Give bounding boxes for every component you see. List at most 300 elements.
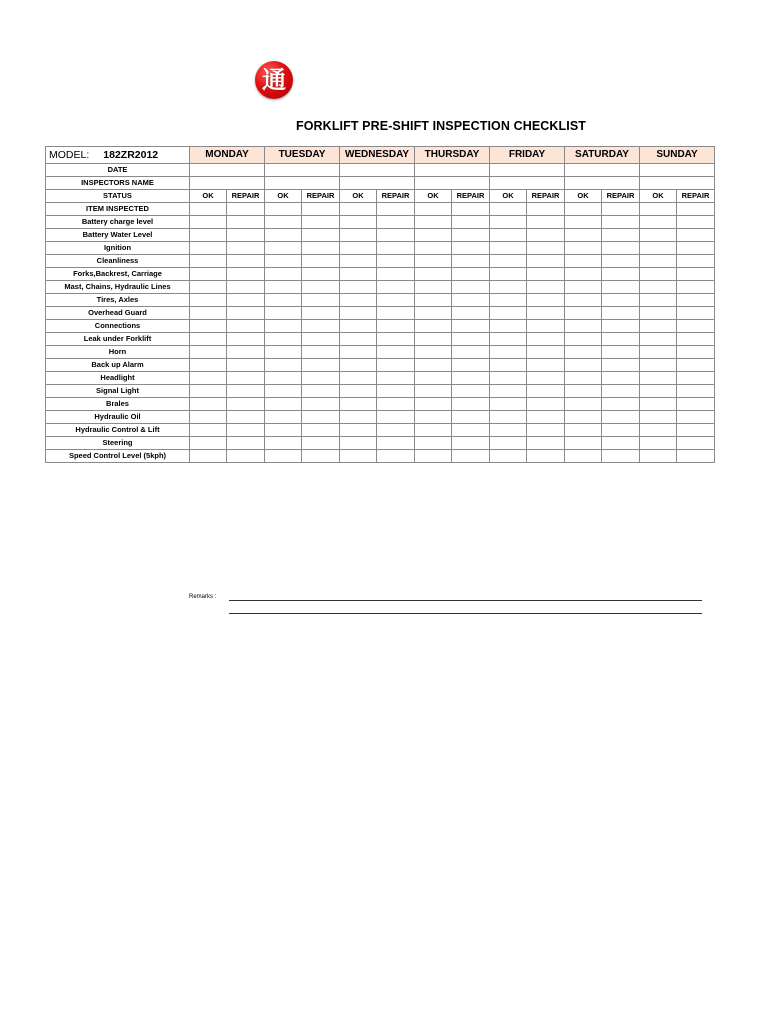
ok-check-cell[interactable]	[265, 203, 302, 216]
ok-check-cell[interactable]	[640, 437, 677, 450]
repair-check-cell[interactable]	[227, 320, 265, 333]
repair-check-cell[interactable]	[302, 333, 340, 346]
ok-check-cell[interactable]	[415, 424, 452, 437]
repair-check-cell[interactable]	[227, 372, 265, 385]
repair-check-cell[interactable]	[377, 203, 415, 216]
repair-check-cell[interactable]	[377, 398, 415, 411]
ok-check-cell[interactable]	[190, 268, 227, 281]
repair-check-cell[interactable]	[302, 385, 340, 398]
repair-check-cell[interactable]	[602, 229, 640, 242]
inspectors-name-cell[interactable]	[190, 177, 265, 190]
repair-check-cell[interactable]	[302, 398, 340, 411]
ok-check-cell[interactable]	[490, 320, 527, 333]
repair-check-cell[interactable]	[227, 307, 265, 320]
ok-check-cell[interactable]	[415, 216, 452, 229]
ok-check-cell[interactable]	[340, 333, 377, 346]
repair-check-cell[interactable]	[452, 437, 490, 450]
ok-check-cell[interactable]	[265, 346, 302, 359]
ok-check-cell[interactable]	[565, 437, 602, 450]
repair-check-cell[interactable]	[452, 294, 490, 307]
ok-check-cell[interactable]	[490, 281, 527, 294]
repair-check-cell[interactable]	[377, 385, 415, 398]
ok-check-cell[interactable]	[415, 398, 452, 411]
ok-check-cell[interactable]	[640, 398, 677, 411]
repair-check-cell[interactable]	[452, 424, 490, 437]
ok-check-cell[interactable]	[190, 229, 227, 242]
repair-check-cell[interactable]	[302, 216, 340, 229]
repair-check-cell[interactable]	[677, 372, 715, 385]
ok-check-cell[interactable]	[190, 424, 227, 437]
repair-check-cell[interactable]	[377, 411, 415, 424]
ok-check-cell[interactable]	[340, 268, 377, 281]
repair-check-cell[interactable]	[377, 229, 415, 242]
ok-check-cell[interactable]	[190, 411, 227, 424]
repair-check-cell[interactable]	[302, 320, 340, 333]
checklist-item-row	[46, 372, 715, 385]
status-ok-header: OK	[340, 190, 377, 203]
repair-check-cell[interactable]	[602, 372, 640, 385]
ok-check-cell[interactable]	[565, 398, 602, 411]
repair-check-cell[interactable]	[227, 229, 265, 242]
repair-check-cell[interactable]	[527, 320, 565, 333]
repair-check-cell[interactable]	[377, 424, 415, 437]
repair-check-cell[interactable]	[527, 450, 565, 463]
repair-check-cell[interactable]	[377, 281, 415, 294]
repair-check-cell[interactable]	[227, 294, 265, 307]
ok-check-cell[interactable]	[190, 307, 227, 320]
ok-check-cell[interactable]	[640, 372, 677, 385]
repair-check-cell[interactable]	[527, 255, 565, 268]
inspectors-name-cell[interactable]	[640, 177, 715, 190]
repair-check-cell[interactable]	[302, 411, 340, 424]
ok-check-cell[interactable]	[415, 203, 452, 216]
repair-check-cell[interactable]	[602, 203, 640, 216]
ok-check-cell[interactable]	[415, 268, 452, 281]
repair-check-cell[interactable]	[227, 424, 265, 437]
inspectors-name-cell[interactable]	[340, 177, 415, 190]
ok-check-cell[interactable]	[565, 372, 602, 385]
ok-check-cell[interactable]	[190, 242, 227, 255]
repair-check-cell[interactable]	[302, 372, 340, 385]
ok-check-cell[interactable]	[415, 281, 452, 294]
ok-check-cell[interactable]	[340, 294, 377, 307]
repair-check-cell[interactable]	[302, 307, 340, 320]
ok-check-cell[interactable]	[265, 294, 302, 307]
repair-check-cell[interactable]	[602, 359, 640, 372]
repair-check-cell[interactable]	[227, 437, 265, 450]
repair-check-cell[interactable]	[452, 281, 490, 294]
repair-check-cell[interactable]	[527, 411, 565, 424]
ok-check-cell[interactable]	[565, 268, 602, 281]
repair-check-cell[interactable]	[527, 424, 565, 437]
repair-check-cell[interactable]	[602, 216, 640, 229]
ok-check-cell[interactable]	[415, 411, 452, 424]
repair-check-cell[interactable]	[302, 294, 340, 307]
repair-check-cell[interactable]	[302, 242, 340, 255]
repair-check-cell[interactable]	[227, 359, 265, 372]
ok-check-cell[interactable]	[415, 320, 452, 333]
ok-check-cell[interactable]	[490, 203, 527, 216]
date-cell[interactable]	[265, 164, 340, 177]
ok-check-cell[interactable]	[190, 294, 227, 307]
ok-check-cell[interactable]	[340, 424, 377, 437]
repair-check-cell[interactable]	[452, 255, 490, 268]
ok-check-cell[interactable]	[415, 437, 452, 450]
ok-check-cell[interactable]	[640, 255, 677, 268]
ok-check-cell[interactable]	[265, 411, 302, 424]
inspectors-name-cell[interactable]	[490, 177, 565, 190]
date-cell[interactable]	[490, 164, 565, 177]
ok-check-cell[interactable]	[565, 294, 602, 307]
repair-check-cell[interactable]	[377, 242, 415, 255]
date-cell[interactable]	[640, 164, 715, 177]
repair-check-cell[interactable]	[602, 320, 640, 333]
ok-check-cell[interactable]	[265, 216, 302, 229]
ok-check-cell[interactable]	[490, 450, 527, 463]
ok-check-cell[interactable]	[340, 450, 377, 463]
repair-check-cell[interactable]	[677, 255, 715, 268]
repair-check-cell[interactable]	[227, 242, 265, 255]
ok-check-cell[interactable]	[565, 229, 602, 242]
ok-check-cell[interactable]	[415, 229, 452, 242]
ok-check-cell[interactable]	[190, 385, 227, 398]
ok-check-cell[interactable]	[490, 255, 527, 268]
repair-check-cell[interactable]	[452, 203, 490, 216]
ok-check-cell[interactable]	[265, 372, 302, 385]
repair-check-cell[interactable]	[302, 203, 340, 216]
ok-check-cell[interactable]	[415, 346, 452, 359]
ok-check-cell[interactable]	[265, 398, 302, 411]
repair-check-cell[interactable]	[452, 450, 490, 463]
ok-check-cell[interactable]	[490, 372, 527, 385]
ok-check-cell[interactable]	[565, 333, 602, 346]
repair-check-cell[interactable]	[677, 437, 715, 450]
ok-check-cell[interactable]	[640, 203, 677, 216]
ok-check-cell[interactable]	[565, 242, 602, 255]
inspectors-name-cell[interactable]	[265, 177, 340, 190]
repair-check-cell[interactable]	[677, 294, 715, 307]
ok-check-cell[interactable]	[265, 385, 302, 398]
ok-check-cell[interactable]	[415, 307, 452, 320]
repair-check-cell[interactable]	[677, 320, 715, 333]
repair-check-cell[interactable]	[602, 437, 640, 450]
repair-check-cell[interactable]	[377, 372, 415, 385]
ok-check-cell[interactable]	[265, 450, 302, 463]
ok-check-cell[interactable]	[640, 411, 677, 424]
ok-check-cell[interactable]	[640, 307, 677, 320]
repair-check-cell[interactable]	[602, 450, 640, 463]
ok-check-cell[interactable]	[415, 450, 452, 463]
repair-check-cell[interactable]	[677, 268, 715, 281]
ok-check-cell[interactable]	[640, 294, 677, 307]
ok-check-cell[interactable]	[190, 216, 227, 229]
repair-check-cell[interactable]	[527, 294, 565, 307]
repair-check-cell[interactable]	[677, 307, 715, 320]
repair-check-cell[interactable]	[602, 294, 640, 307]
repair-check-cell[interactable]	[302, 281, 340, 294]
ok-check-cell[interactable]	[265, 437, 302, 450]
ok-check-cell[interactable]	[340, 203, 377, 216]
ok-check-cell[interactable]	[265, 424, 302, 437]
repair-check-cell[interactable]	[302, 424, 340, 437]
repair-check-cell[interactable]	[377, 216, 415, 229]
repair-check-cell[interactable]	[377, 320, 415, 333]
ok-check-cell[interactable]	[565, 320, 602, 333]
ok-check-cell[interactable]	[640, 385, 677, 398]
repair-check-cell[interactable]	[677, 216, 715, 229]
repair-check-cell[interactable]	[677, 359, 715, 372]
ok-check-cell[interactable]	[265, 307, 302, 320]
repair-check-cell[interactable]	[677, 333, 715, 346]
ok-check-cell[interactable]	[565, 255, 602, 268]
repair-check-cell[interactable]	[677, 398, 715, 411]
ok-check-cell[interactable]	[640, 359, 677, 372]
ok-check-cell[interactable]	[190, 281, 227, 294]
ok-check-cell[interactable]	[190, 359, 227, 372]
repair-check-cell[interactable]	[452, 320, 490, 333]
repair-check-cell[interactable]	[452, 268, 490, 281]
repair-check-cell[interactable]	[677, 281, 715, 294]
repair-check-cell[interactable]	[527, 398, 565, 411]
ok-check-cell[interactable]	[190, 346, 227, 359]
ok-check-cell[interactable]	[565, 385, 602, 398]
repair-check-cell[interactable]	[227, 333, 265, 346]
repair-check-cell[interactable]	[452, 372, 490, 385]
ok-check-cell[interactable]	[640, 320, 677, 333]
repair-check-cell[interactable]	[302, 255, 340, 268]
remarks-line-1[interactable]	[229, 600, 702, 601]
repair-check-cell[interactable]	[302, 437, 340, 450]
inspectors-name-cell[interactable]	[415, 177, 490, 190]
repair-check-cell[interactable]	[527, 242, 565, 255]
repair-check-cell[interactable]	[602, 242, 640, 255]
repair-check-cell[interactable]	[452, 385, 490, 398]
repair-check-cell[interactable]	[452, 359, 490, 372]
ok-check-cell[interactable]	[190, 320, 227, 333]
ok-check-cell[interactable]	[565, 307, 602, 320]
repair-check-cell[interactable]	[377, 359, 415, 372]
ok-check-cell[interactable]	[265, 242, 302, 255]
ok-check-cell[interactable]	[340, 242, 377, 255]
repair-check-cell[interactable]	[677, 424, 715, 437]
ok-check-cell[interactable]	[490, 411, 527, 424]
ok-check-cell[interactable]	[190, 203, 227, 216]
repair-check-cell[interactable]	[227, 385, 265, 398]
repair-check-cell[interactable]	[527, 359, 565, 372]
repair-check-cell[interactable]	[227, 255, 265, 268]
inspectors-name-cell[interactable]	[565, 177, 640, 190]
repair-check-cell[interactable]	[227, 216, 265, 229]
ok-check-cell[interactable]	[340, 346, 377, 359]
ok-check-cell[interactable]	[415, 255, 452, 268]
repair-check-cell[interactable]	[527, 372, 565, 385]
ok-check-cell[interactable]	[640, 333, 677, 346]
ok-check-cell[interactable]	[490, 268, 527, 281]
repair-check-cell[interactable]	[227, 281, 265, 294]
ok-check-cell[interactable]	[265, 333, 302, 346]
repair-check-cell[interactable]	[527, 346, 565, 359]
ok-check-cell[interactable]	[565, 216, 602, 229]
repair-check-cell[interactable]	[452, 346, 490, 359]
ok-check-cell[interactable]	[565, 450, 602, 463]
repair-check-cell[interactable]	[677, 242, 715, 255]
date-cell[interactable]	[340, 164, 415, 177]
repair-check-cell[interactable]	[527, 229, 565, 242]
ok-check-cell[interactable]	[640, 229, 677, 242]
ok-check-cell[interactable]	[640, 242, 677, 255]
repair-check-cell[interactable]	[602, 281, 640, 294]
ok-check-cell[interactable]	[265, 359, 302, 372]
ok-check-cell[interactable]	[415, 372, 452, 385]
repair-check-cell[interactable]	[677, 411, 715, 424]
repair-check-cell[interactable]	[302, 268, 340, 281]
ok-check-cell[interactable]	[190, 333, 227, 346]
date-cell[interactable]	[190, 164, 265, 177]
ok-check-cell[interactable]	[490, 333, 527, 346]
ok-check-cell[interactable]	[565, 411, 602, 424]
repair-check-cell[interactable]	[377, 268, 415, 281]
repair-check-cell[interactable]	[227, 450, 265, 463]
ok-check-cell[interactable]	[490, 294, 527, 307]
repair-check-cell[interactable]	[452, 411, 490, 424]
ok-check-cell[interactable]	[565, 203, 602, 216]
repair-check-cell[interactable]	[677, 385, 715, 398]
ok-check-cell[interactable]	[490, 216, 527, 229]
repair-check-cell[interactable]	[677, 203, 715, 216]
day-header: THURSDAY	[415, 147, 490, 164]
repair-check-cell[interactable]	[377, 450, 415, 463]
repair-check-cell[interactable]	[452, 216, 490, 229]
ok-check-cell[interactable]	[415, 333, 452, 346]
ok-check-cell[interactable]	[340, 359, 377, 372]
ok-check-cell[interactable]	[565, 346, 602, 359]
ok-check-cell[interactable]	[490, 437, 527, 450]
ok-check-cell[interactable]	[190, 450, 227, 463]
repair-check-cell[interactable]	[602, 307, 640, 320]
ok-check-cell[interactable]	[190, 437, 227, 450]
ok-check-cell[interactable]	[265, 255, 302, 268]
repair-check-cell[interactable]	[377, 255, 415, 268]
ok-check-cell[interactable]	[265, 281, 302, 294]
repair-check-cell[interactable]	[527, 216, 565, 229]
repair-check-cell[interactable]	[602, 346, 640, 359]
repair-check-cell[interactable]	[677, 229, 715, 242]
inspectors-name-row	[46, 177, 715, 190]
repair-check-cell[interactable]	[227, 411, 265, 424]
remarks-line-2[interactable]	[229, 613, 702, 614]
repair-check-cell[interactable]	[677, 346, 715, 359]
repair-check-cell[interactable]	[527, 437, 565, 450]
repair-check-cell[interactable]	[302, 359, 340, 372]
repair-check-cell[interactable]	[452, 333, 490, 346]
ok-check-cell[interactable]	[490, 424, 527, 437]
repair-check-cell[interactable]	[452, 307, 490, 320]
ok-check-cell[interactable]	[190, 255, 227, 268]
repair-check-cell[interactable]	[227, 398, 265, 411]
ok-check-cell[interactable]	[490, 242, 527, 255]
ok-check-cell[interactable]	[340, 255, 377, 268]
repair-check-cell[interactable]	[602, 424, 640, 437]
ok-check-cell[interactable]	[415, 294, 452, 307]
ok-check-cell[interactable]	[640, 424, 677, 437]
ok-check-cell[interactable]	[265, 320, 302, 333]
repair-check-cell[interactable]	[377, 437, 415, 450]
ok-check-cell[interactable]	[190, 398, 227, 411]
ok-check-cell[interactable]	[640, 346, 677, 359]
repair-check-cell[interactable]	[377, 346, 415, 359]
repair-check-cell[interactable]	[227, 203, 265, 216]
ok-check-cell[interactable]	[265, 268, 302, 281]
ok-check-cell[interactable]	[340, 385, 377, 398]
ok-check-cell[interactable]	[340, 307, 377, 320]
repair-check-cell[interactable]	[377, 307, 415, 320]
ok-check-cell[interactable]	[340, 281, 377, 294]
ok-check-cell[interactable]	[340, 320, 377, 333]
repair-check-cell[interactable]	[602, 411, 640, 424]
repair-check-cell[interactable]	[452, 242, 490, 255]
ok-check-cell[interactable]	[565, 424, 602, 437]
repair-check-cell[interactable]	[302, 450, 340, 463]
repair-check-cell[interactable]	[452, 229, 490, 242]
repair-check-cell[interactable]	[302, 229, 340, 242]
repair-check-cell[interactable]	[527, 281, 565, 294]
ok-check-cell[interactable]	[340, 398, 377, 411]
ok-check-cell[interactable]	[190, 372, 227, 385]
ok-check-cell[interactable]	[415, 359, 452, 372]
ok-check-cell[interactable]	[565, 359, 602, 372]
ok-check-cell[interactable]	[490, 346, 527, 359]
ok-check-cell[interactable]	[415, 385, 452, 398]
repair-check-cell[interactable]	[377, 333, 415, 346]
repair-check-cell[interactable]	[602, 333, 640, 346]
repair-check-cell[interactable]	[602, 255, 640, 268]
date-cell[interactable]	[565, 164, 640, 177]
ok-check-cell[interactable]	[340, 411, 377, 424]
repair-check-cell[interactable]	[602, 268, 640, 281]
ok-check-cell[interactable]	[490, 385, 527, 398]
ok-check-cell[interactable]	[640, 216, 677, 229]
ok-check-cell[interactable]	[340, 216, 377, 229]
ok-check-cell[interactable]	[340, 372, 377, 385]
ok-check-cell[interactable]	[640, 281, 677, 294]
repair-check-cell[interactable]	[527, 307, 565, 320]
ok-check-cell[interactable]	[490, 229, 527, 242]
repair-check-cell[interactable]	[452, 398, 490, 411]
repair-check-cell[interactable]	[377, 294, 415, 307]
repair-check-cell[interactable]	[527, 333, 565, 346]
ok-check-cell[interactable]	[490, 359, 527, 372]
ok-check-cell[interactable]	[265, 229, 302, 242]
repair-check-cell[interactable]	[677, 450, 715, 463]
repair-check-cell[interactable]	[302, 346, 340, 359]
ok-check-cell[interactable]	[490, 307, 527, 320]
ok-check-cell[interactable]	[340, 437, 377, 450]
ok-check-cell[interactable]	[340, 229, 377, 242]
repair-check-cell[interactable]	[602, 398, 640, 411]
ok-check-cell[interactable]	[640, 450, 677, 463]
repair-check-cell[interactable]	[527, 203, 565, 216]
ok-check-cell[interactable]	[415, 242, 452, 255]
date-cell[interactable]	[415, 164, 490, 177]
repair-check-cell[interactable]	[227, 268, 265, 281]
repair-check-cell[interactable]	[527, 268, 565, 281]
repair-check-cell[interactable]	[602, 385, 640, 398]
repair-check-cell[interactable]	[527, 385, 565, 398]
repair-check-cell[interactable]	[227, 346, 265, 359]
ok-check-cell[interactable]	[490, 398, 527, 411]
ok-check-cell[interactable]	[565, 281, 602, 294]
ok-check-cell[interactable]	[640, 268, 677, 281]
